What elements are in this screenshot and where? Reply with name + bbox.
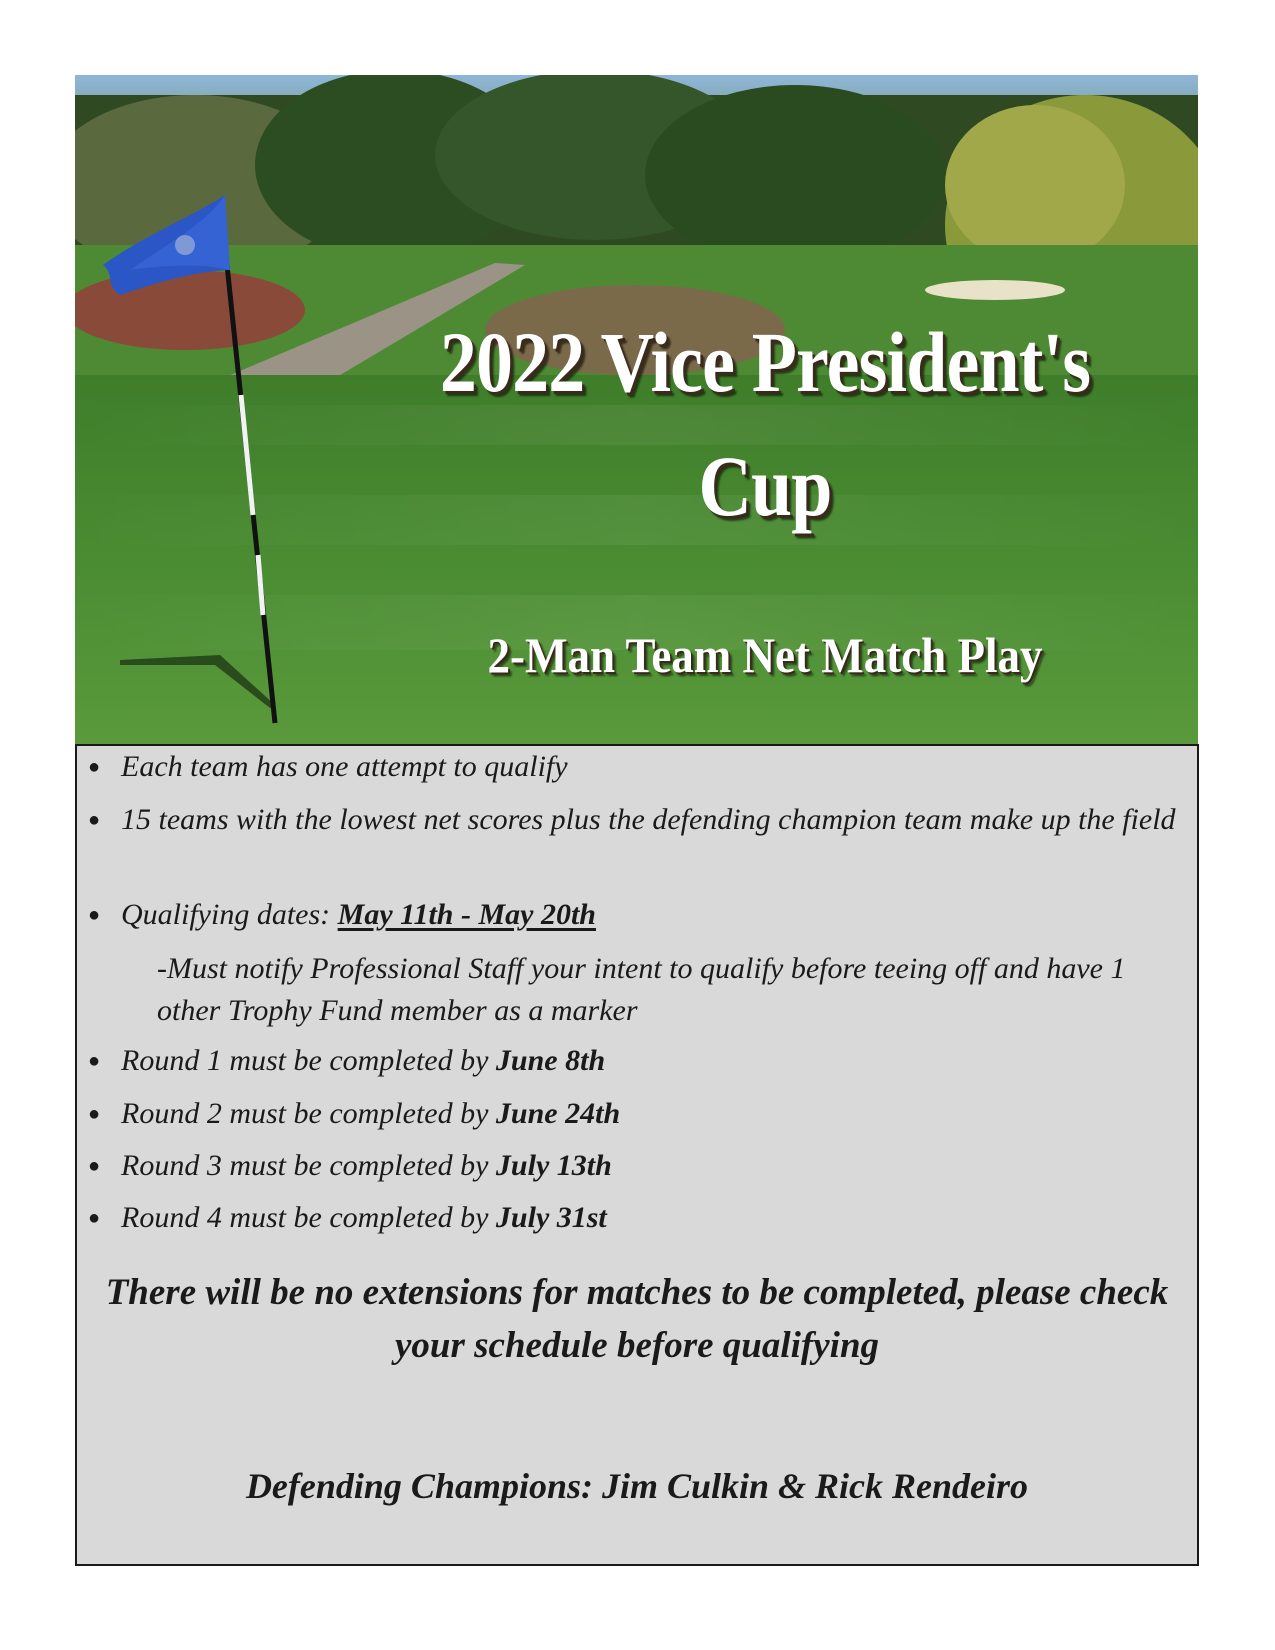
hero-title-line1: 2022 Vice President's: [439, 314, 1091, 410]
hero-banner: [75, 75, 1198, 745]
bullet-icon: ●: [88, 1050, 101, 1072]
extensions-warning: There will be no extensions for matches to be completed, please check your schedule before qualifying: [105, 1272, 1169, 1366]
defending-champions: Defending Champions: Jim Culkin & Rick Rendeiro: [245, 1466, 1029, 1506]
hero-subtitle: 2-Man Team Net Match Play: [487, 627, 1043, 683]
bullet-icon: ●: [88, 1155, 101, 1177]
list-item-text: 15 teams with the lowest net scores plus the defending champion team make up the field: [121, 803, 1176, 836]
list-item-text: Each team has one attempt to qualify: [121, 750, 568, 783]
qualifying-note: -Must notify Professional Staff your intent to qualify before teeing off and have 1 other Trophy Fund member as a marker: [157, 952, 1126, 1027]
list-item-text: Round 1 must be completed by June 8th: [121, 1044, 606, 1077]
bullet-icon: ●: [88, 1103, 101, 1125]
info-panel: [75, 744, 1199, 1566]
bullet-icon: ●: [88, 1207, 101, 1229]
bullet-icon: ●: [88, 756, 101, 778]
list-item-text: Round 2 must be completed by June 24th: [121, 1097, 621, 1130]
hero-title-line2: Cup: [698, 438, 832, 534]
list-item-text: Round 4 must be completed by July 31st: [121, 1201, 607, 1234]
qualifying-dates: May 11th - May 20th: [337, 898, 596, 931]
list-item-text: Qualifying dates: May 11th - May 20th: [121, 898, 596, 931]
list-item-text: Round 3 must be completed by July 13th: [121, 1149, 612, 1182]
bullet-icon: ●: [88, 904, 101, 926]
hero-title: [430, 300, 1101, 548]
bullet-icon: ●: [88, 809, 101, 831]
